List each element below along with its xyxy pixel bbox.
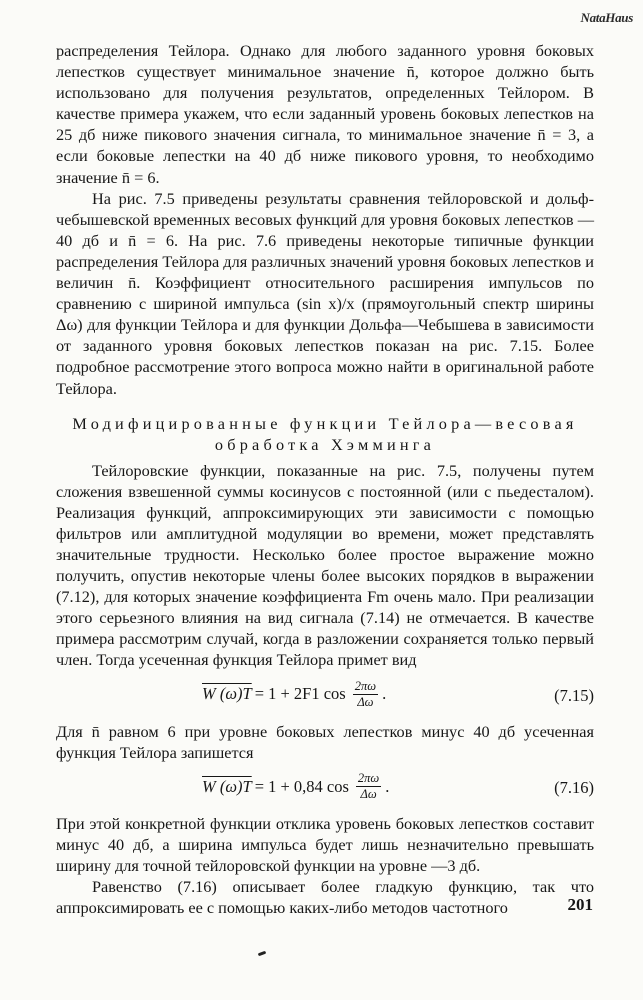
paragraph-5: При этой конкретной функции отклика уровень боковых лепестков составит минус 40 дб, а ширина импульса будет лишь незначительно превышать ширину для точной тейлоровской функции на уровне —3 дб. [56,813,594,875]
page-body [56,40,594,918]
print-smudge [258,951,267,957]
equation-7-15 [56,671,594,721]
paragraph-3: Тейлоровские функции, показанные на рис. 7.5, получены путем сложения взвешенной суммы косинусов с постоянной (или с пьедесталом). Реализация функций, аппроксимирующих эти зависимости с помощью фильтров или амплитудной модуляции во времени, может представлять значительные трудности. Несколько более простое выражение можно получить, опустив некоторые члены более высоких порядков в выражении (7.12), для которых значение коэффициента Fm очень мало. При реализации этого серьезного влияния на вид сигнала (7.14) не отмечается. В качестве примера рассмотрим случай, когда в разложении сохраняется только первый член. Тогда усеченная функция Тейлора примет вид [56,460,594,670]
eq2-lhs: W (ω)T [202,776,252,796]
paragraph-1: распределения Тейлора. Однако для любого заданного уровня боковых лепестков существует минимальное значение n̄, которое должно быть использовано для получения результатов, определенных Тейлором. В качестве примера укажем, что если заданный уровень боковых лепестков на 25 дб ниже пикового значения сигнала, то минимальное значение n̄ = 3, а если боковые лепестки на 40 дб ниже пикового уровня, то необходимо значение n̄ = 6. [56,41,594,187]
eq2-denominator: Δω [360,786,377,801]
eq1-numerator: 2πω [354,678,377,693]
page-number: 201 [567,895,593,914]
eq1-tail: . [382,684,387,704]
eq1-rhs: = 1 + 2F1 cos [254,684,346,704]
eq1-fraction [353,679,378,710]
eq1-lhs: W (ω)T [202,684,252,704]
paragraph-2: На рис. 7.5 приведены результаты сравнения тейлоровской и дольф-чебышевской временных весовых функций для уровня боковых лепестков —40 дб и n̄ = 6. На рис. 7.6 приведены некоторые типичные функции распределения Тейлора для различных значений уровня боковых лепестков и величин n̄. Коэффициент относительного расширения импульсов по сравнению с шириной импульса (sin x)/x (прямоугольный спектр ширины Δω) для функции Тейлора и для функции Дольфа—Чебышева в зависимости от заданного уровня боковых лепестков показан на рис. 7.15. Более подробное рассмотрение этого вопроса можно найти в оригинальной работе Тейлора. [56,188,594,398]
eq1-denominator: Δω [357,694,374,709]
watermark-logo: NataHaus [580,10,633,25]
eq2-numerator: 2πω [357,770,380,785]
equation-7-16 [56,763,594,813]
paragraph-6: Равенство (7.16) описывает более гладкую функцию, так что аппроксимировать ее с помощью каких-либо методов частотного [56,877,594,918]
eq2-fraction [356,771,381,802]
eq2-tail: . [385,776,390,796]
paragraph-4: Для n̄ равном 6 при уровне боковых лепестков минус 40 дб усеченная функция Тейлора запишется [56,721,594,762]
section-heading: Модифицированные функции Тейлора—весовая обработка Хэмминга [72,413,578,455]
eq2-rhs: = 1 + 0,84 cos [254,776,349,796]
eq1-number: (7.15) [554,685,594,705]
eq2-number: (7.16) [554,777,594,797]
